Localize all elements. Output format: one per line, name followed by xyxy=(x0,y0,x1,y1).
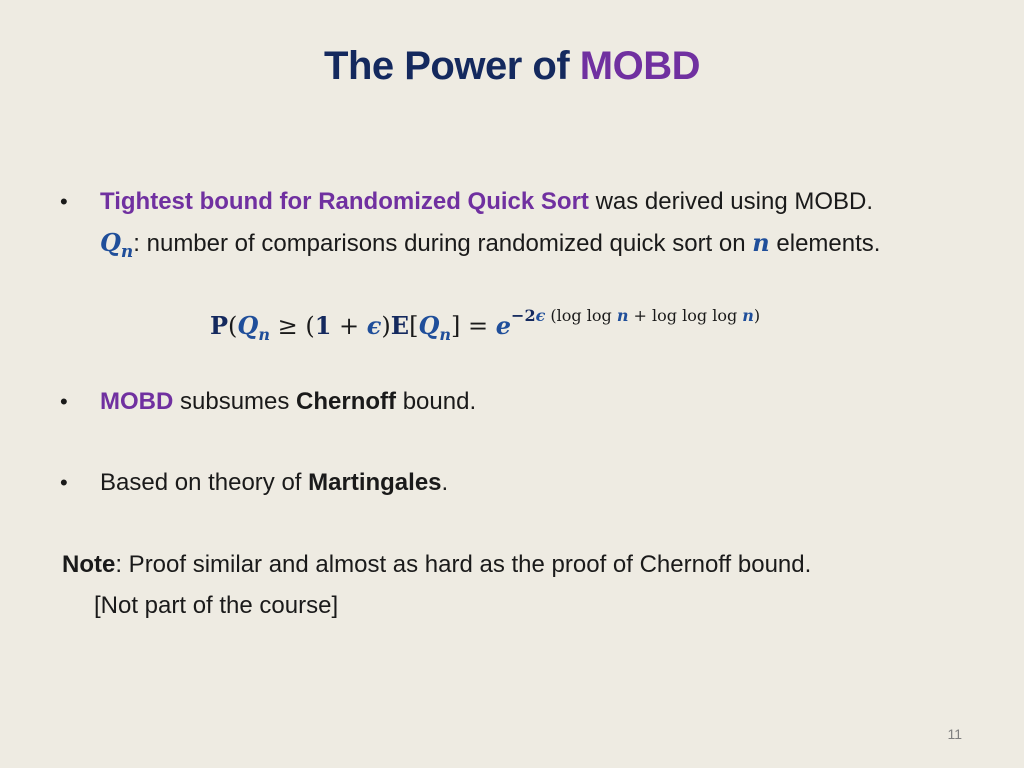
bullet-quicksort-highlight: Tightest bound for Randomized Quick Sort xyxy=(100,188,589,215)
bullet-chernoff-bold: Chernoff xyxy=(296,388,397,415)
formula-e-expectation: E xyxy=(390,311,410,340)
bullet-martingales-bold: Martingales xyxy=(308,469,442,496)
exp-two: 2 xyxy=(524,306,536,325)
bullet-chernoff-highlight: MOBD xyxy=(100,388,174,415)
formula-plus: + xyxy=(331,312,367,340)
definition-text-b: elements. xyxy=(769,230,881,257)
bullet-quicksort-rest: was derived using MOBD. xyxy=(588,188,874,215)
formula-close-paren-2: ) xyxy=(381,312,391,340)
bullet-marker: • xyxy=(60,189,68,214)
formula-right-bracket: ] xyxy=(451,312,461,340)
formula-left-bracket: [ xyxy=(409,312,419,340)
bullet-marker: • xyxy=(60,470,68,495)
formula-geq: ≥ xyxy=(269,312,306,340)
exp-minus: − xyxy=(511,306,525,325)
bullet-martingales-rest: . xyxy=(441,469,449,496)
definition-text-a: : number of comparisons during randomized quick sort on xyxy=(133,230,753,257)
bullet-chernoff-mid: subsumes xyxy=(173,388,297,415)
bullet-martingales xyxy=(100,468,448,498)
formula-epsilon: ϵ xyxy=(366,311,382,340)
var-q-subscript: n xyxy=(120,241,134,262)
slide-title xyxy=(0,44,1024,89)
formula-equals: = xyxy=(460,312,496,340)
formula-one: 1 xyxy=(314,311,332,340)
exp-open: (log log xyxy=(545,306,617,325)
bullet-quicksort-definition xyxy=(100,228,880,267)
title-accent: MOBD xyxy=(579,44,700,88)
formula-q-2: Q xyxy=(418,311,440,340)
formula-q-2-subscript: n xyxy=(439,324,452,344)
formula-open-paren: ( xyxy=(228,312,238,340)
exp-n2: n xyxy=(742,306,754,325)
bullet-martingales-pre: Based on theory of xyxy=(100,469,309,496)
note-text: : Proof similar and almost as hard as the proof of Chernoff bound. xyxy=(115,551,812,578)
title-main: The Power of xyxy=(324,44,580,88)
formula-p: P xyxy=(210,311,229,340)
var-q: Q xyxy=(100,228,121,257)
formula-q-subscript: n xyxy=(258,324,270,344)
exp-plus: + log log log xyxy=(628,306,743,325)
exp-n1: n xyxy=(616,306,629,325)
note xyxy=(62,550,811,580)
formula-e-base: e xyxy=(495,311,512,340)
page-number: 11 xyxy=(947,726,962,742)
bullet-chernoff xyxy=(100,387,476,417)
exp-close: ) xyxy=(753,306,761,325)
formula-open-paren-2: ( xyxy=(305,312,315,340)
bullet-chernoff-rest: bound. xyxy=(396,388,477,415)
formula-q: Q xyxy=(237,311,259,340)
exp-epsilon: ϵ xyxy=(535,306,546,325)
note-label: Note xyxy=(62,551,116,578)
note-line-2: [Not part of the course] xyxy=(94,592,339,619)
bound-formula xyxy=(210,300,760,355)
bullet-marker: • xyxy=(60,389,68,414)
bullet-quicksort xyxy=(100,187,873,217)
var-n: n xyxy=(752,228,770,257)
formula-exponent xyxy=(511,306,760,325)
